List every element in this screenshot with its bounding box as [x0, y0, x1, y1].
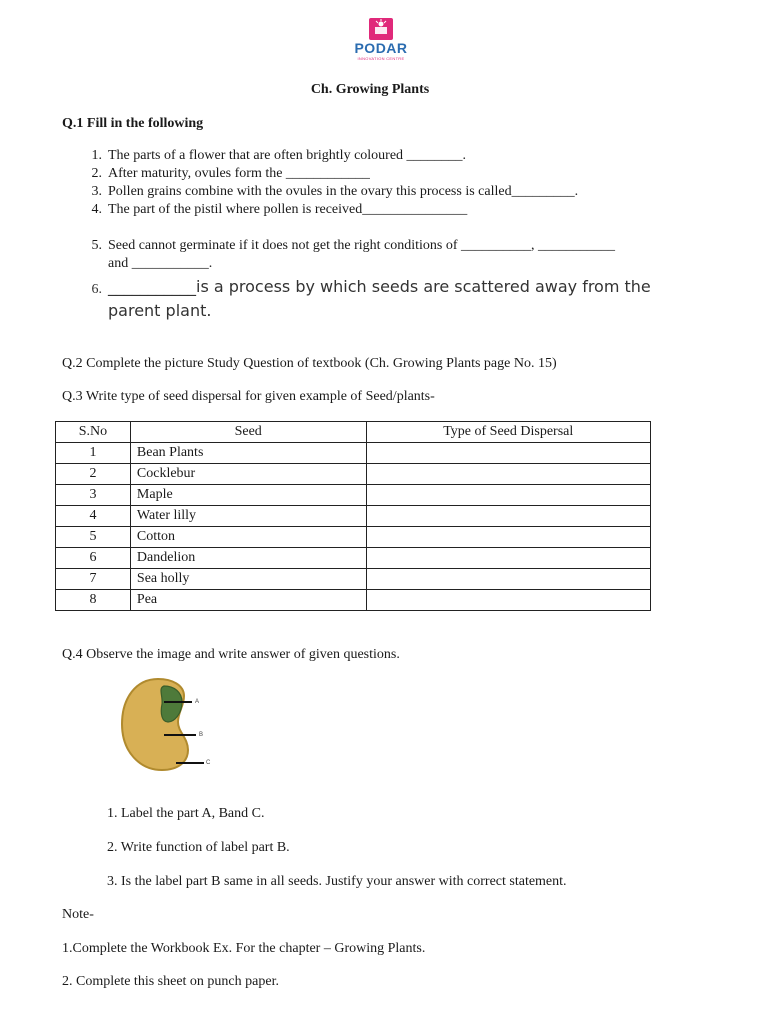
cell-sno: 2 — [56, 464, 131, 485]
note-item-1: 1.Complete the Workbook Ex. For the chapter – Growing Plants. — [62, 941, 426, 956]
q1-item-number: 4. — [91, 202, 102, 217]
logo-subtext: INNOVATION CENTRE — [357, 56, 405, 61]
cell-seed: Dandelion — [130, 548, 366, 569]
cell-seed: Maple — [130, 485, 366, 506]
cell-sno: 3 — [56, 485, 131, 506]
cell-type[interactable] — [366, 464, 651, 485]
q1-heading: Q.1 Fill in the following — [62, 116, 204, 131]
q4-question-3: 3. Is the label part B same in all seeds. Justify your answer with correct statement. — [107, 874, 567, 889]
q4-text: Q.4 Observe the image and write answer of given questions. — [62, 647, 400, 662]
seed-diagram — [118, 676, 218, 774]
cell-type[interactable] — [366, 527, 651, 548]
cell-seed: Sea holly — [130, 569, 366, 590]
cell-seed: Water lilly — [130, 506, 366, 527]
q3-text: Q.3 Write type of seed dispersal for given example of Seed/plants- — [62, 389, 435, 404]
label-b: B — [199, 732, 204, 738]
cell-seed: Cocklebur — [130, 464, 366, 485]
q4-question-2: 2. Write function of label part B. — [107, 840, 290, 855]
logo-text: PODAR — [354, 40, 408, 56]
q1-item-text: The parts of a flower that are often brightly coloured ________. — [108, 148, 467, 163]
q1-item-text-cont: and ___________. — [108, 256, 213, 271]
q1-item-number: 1. — [91, 148, 102, 163]
q1-item-text: ___________is a process by which seeds are scattered away from the — [108, 277, 651, 296]
table-header-row — [56, 422, 651, 443]
q1-item-text: Pollen grains combine with the ovules in the ovary this process is called_________. — [108, 184, 579, 199]
page-title: Ch. Growing Plants — [310, 82, 430, 97]
note-heading: Note- — [62, 907, 94, 922]
column-header-seed: Seed — [130, 422, 366, 443]
q1-item-number: 2. — [91, 166, 102, 181]
cell-type[interactable] — [366, 506, 651, 527]
q1-item-number: 5. — [91, 238, 102, 253]
cell-type[interactable] — [366, 569, 651, 590]
label-c: C — [206, 760, 211, 766]
cell-sno: 4 — [56, 506, 131, 527]
table-row — [56, 569, 651, 590]
label-a: A — [195, 699, 200, 705]
cell-sno: 6 — [56, 548, 131, 569]
table-row — [56, 464, 651, 485]
logo-emblem-icon — [369, 18, 393, 40]
table-row — [56, 548, 651, 569]
q1-item-number: 6. — [91, 282, 102, 297]
note-item-2: 2. Complete this sheet on punch paper. — [62, 974, 279, 989]
table-row — [56, 506, 651, 527]
cell-sno: 5 — [56, 527, 131, 548]
column-header-sno: S.No — [56, 422, 131, 443]
q1-item-text: The part of the pistil where pollen is received_______________ — [108, 202, 468, 217]
table-row — [56, 527, 651, 548]
column-header-type: Type of Seed Dispersal — [366, 422, 651, 443]
cell-seed: Bean Plants — [130, 443, 366, 464]
cell-sno: 7 — [56, 569, 131, 590]
cell-type[interactable] — [366, 485, 651, 506]
cell-type[interactable] — [366, 590, 651, 611]
table-row — [56, 590, 651, 611]
q4-question-1: 1. Label the part A, Band C. — [107, 806, 265, 821]
cell-sno: 1 — [56, 443, 131, 464]
cell-type[interactable] — [366, 443, 651, 464]
podar-logo — [346, 18, 416, 64]
q1-item-number: 3. — [91, 184, 102, 199]
cell-sno: 8 — [56, 590, 131, 611]
q1-item-text-cont: parent plant. — [108, 301, 212, 320]
bean-seed-icon — [118, 676, 218, 774]
cell-seed: Pea — [130, 590, 366, 611]
table-row — [56, 485, 651, 506]
cell-type[interactable] — [366, 548, 651, 569]
q2-text: Q.2 Complete the picture Study Question of textbook (Ch. Growing Plants page No. 15) — [62, 356, 557, 371]
cell-seed: Cotton — [130, 527, 366, 548]
q1-item-text: Seed cannot germinate if it does not get the right conditions of __________, ___________ — [108, 238, 616, 253]
table-row — [56, 443, 651, 464]
seed-dispersal-table — [55, 421, 651, 611]
q1-item-text: After maturity, ovules form the ____________ — [108, 166, 370, 181]
